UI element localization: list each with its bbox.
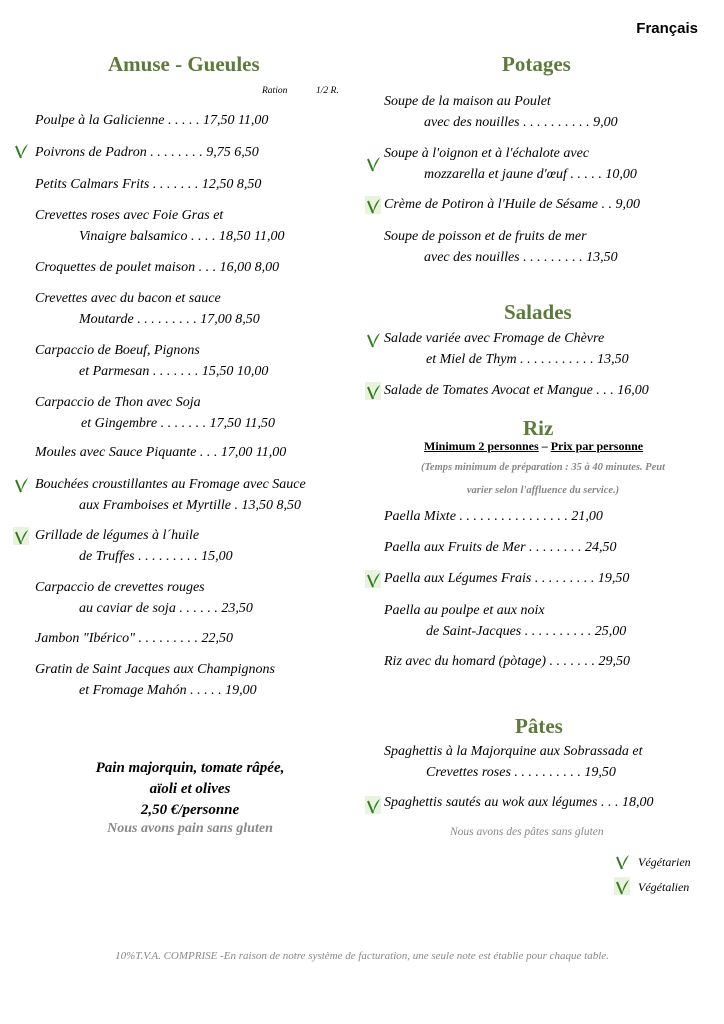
leaf-icon-highlighted bbox=[13, 527, 29, 545]
bread-line: Pain majorquin, tomate râpée, bbox=[95, 760, 285, 776]
leaf-icon bbox=[13, 475, 29, 493]
menu-item: Salade variée avec Fromage de Chèvre et Miel de Thym . . . . . . . . . . . 13,50 bbox=[384, 331, 629, 367]
menu-item: Soupe de poisson et de fruits de mer avec des nouilles . . . . . . . . . 13,50 bbox=[384, 229, 618, 265]
leaf-icon bbox=[13, 141, 29, 159]
bread-line: aïoli et olives bbox=[149, 781, 231, 797]
menu-item: Croquettes de poulet maison . . . 16,00 8,00 bbox=[35, 260, 280, 275]
menu-item: Grillade de légumes à l´huile de Truffes . . . . . . . . . 15,00 bbox=[35, 528, 233, 564]
pasta-gluten-note: Nous avons des pâtes sans gluten bbox=[450, 826, 604, 838]
leaf-icon-highlighted bbox=[365, 570, 381, 588]
menu-item: Paella aux Fruits de Mer . . . . . . . . 24,50 bbox=[384, 540, 617, 555]
menu-item: Soupe de la maison au Poulet avec des nouilles . . . . . . . . . . 9,00 bbox=[384, 94, 618, 130]
menu-item: Jambon "Ibérico" . . . . . . . . . 22,50 bbox=[35, 631, 234, 646]
menu-item: Carpaccio de Thon avec Soja et Gingembre . . . . . . . 17,50 11,50 bbox=[35, 395, 276, 431]
section-title-amuse: Amuse - Gueules bbox=[108, 52, 260, 76]
column-header-ration: Ration bbox=[262, 86, 288, 96]
menu-item: Riz avec du homard (pòtage) . . . . . . . 29,50 bbox=[384, 654, 630, 669]
leaf-icon bbox=[365, 154, 381, 172]
menu-item: Poivrons de Padron . . . . . . . . 9,75 6,50 bbox=[35, 145, 259, 160]
menu-item: Paella aux Légumes Frais . . . . . . . . . 19,50 bbox=[384, 571, 630, 586]
leaf-icon-highlighted bbox=[365, 382, 381, 400]
leaf-icon bbox=[365, 330, 381, 348]
menu-item: Petits Calmars Frits . . . . . . . 12,50 8,50 bbox=[35, 177, 262, 192]
menu-item: Gratin de Saint Jacques aux Champignons et Fromage Mahón . . . . . 19,00 bbox=[35, 662, 275, 698]
riz-minimum: Minimum 2 personnes – Prix par personne bbox=[424, 439, 644, 453]
menu-item: Bouchées croustillantes au Fromage avec Sauce aux Framboises et Myrtille . 13,50 8,50 bbox=[35, 477, 306, 513]
menu-item: Soupe à l'oignon et à l'échalote avec mozzarella et jaune d'œuf . . . . . 10,00 bbox=[384, 146, 637, 182]
leaf-icon-highlighted bbox=[614, 877, 630, 895]
riz-note: (Temps minimum de préparation : 35 à 40 minutes. Peut varier selon l'affluence du service.) bbox=[420, 462, 666, 496]
gluten-note: Nous avons pain sans gluten bbox=[107, 821, 273, 836]
menu-item: Spaghettis à la Majorquine aux Sobrassada et Crevettes roses . . . . . . . . . . 19,50 bbox=[384, 744, 643, 780]
section-title-salades: Salades bbox=[504, 300, 572, 324]
menu-item: Carpaccio de crevettes rouges au caviar de soja . . . . . . 23,50 bbox=[35, 580, 253, 616]
menu-item: Crème de Potiron à l'Huile de Sésame . . 9,00 bbox=[384, 197, 640, 212]
menu-item: Carpaccio de Boeuf, Pignons et Parmesan . . . . . . . 15,50 10,00 bbox=[35, 343, 269, 379]
menu-item: Poulpe à la Galicienne . . . . . 17,50 11,00 bbox=[35, 113, 269, 128]
section-title-pates: Pâtes bbox=[515, 714, 563, 738]
section-title-riz: Riz bbox=[523, 416, 554, 440]
bread-block bbox=[40, 758, 340, 837]
menu-item: Paella Mixte . . . . . . . . . . . . . . . . 21,00 bbox=[384, 509, 603, 524]
menu-item: Crevettes roses avec Foie Gras et Vinaigre balsamico . . . . 18,50 11,00 bbox=[35, 208, 285, 244]
leaf-icon-highlighted bbox=[365, 196, 381, 214]
menu-item: Salade de Tomates Avocat et Mangue . . . 16,00 bbox=[384, 383, 649, 398]
legend-vegetarian: Végétarien bbox=[638, 855, 691, 869]
menu-item: Paella au poulpe et aux noix de Saint-Jacques . . . . . . . . . . 25,00 bbox=[384, 603, 627, 639]
leaf-icon bbox=[614, 852, 630, 870]
menu-item: Moules avec Sauce Piquante . . . 17,00 11,00 bbox=[35, 445, 287, 460]
menu-item: Spaghettis sautés au wok aux légumes . . . 18,00 bbox=[384, 795, 654, 810]
legend-vegan: Végétalien bbox=[638, 880, 690, 894]
section-title-potages: Potages bbox=[502, 52, 571, 76]
footer-note: 10%T.V.A. COMPRISE -En raison de notre système de facturation, une seule note est établie pour chaque table. bbox=[115, 950, 609, 962]
bread-price: 2,50 €/personne bbox=[140, 802, 240, 818]
language-label[interactable]: Français bbox=[636, 20, 698, 37]
leaf-icon-highlighted bbox=[365, 796, 381, 814]
column-header-half: 1/2 R. bbox=[316, 86, 339, 96]
menu-item: Crevettes avec du bacon et sauce Moutarde . . . . . . . . . 17,00 8,50 bbox=[35, 291, 260, 327]
